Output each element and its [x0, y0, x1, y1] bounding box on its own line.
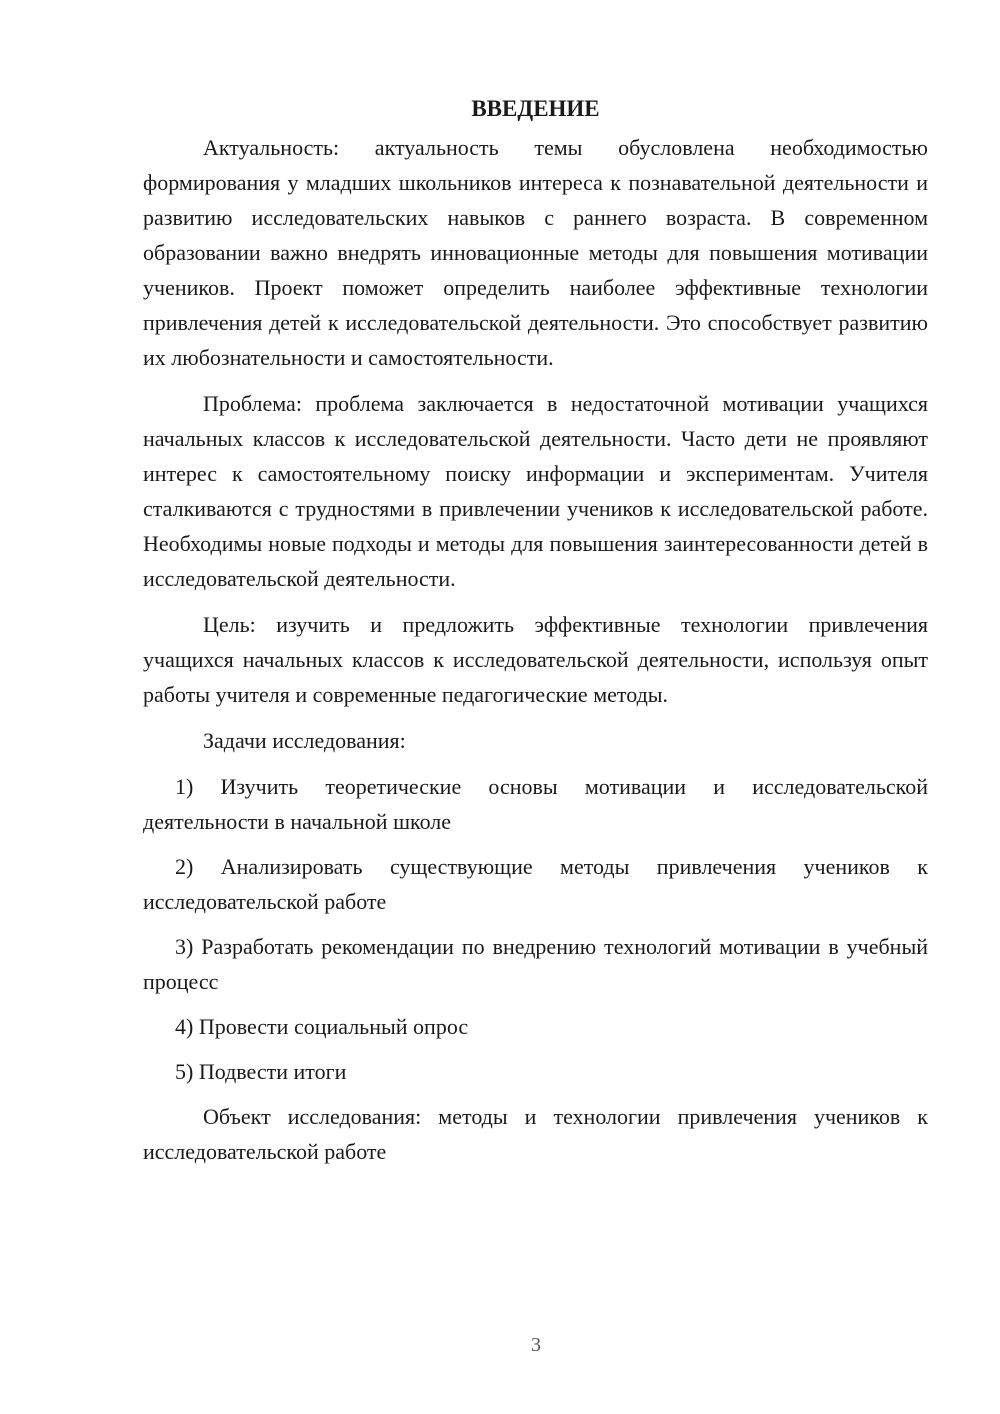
- tasks-heading: Задачи исследования:: [203, 728, 406, 753]
- task-item-5: 5) Подвести итоги: [175, 1059, 347, 1084]
- page-content: [143, 94, 928, 1180]
- object-paragraph: Объект исследования: методы и технологии привлечения учеников к исследовательской работе: [143, 1104, 928, 1164]
- task-item-2: 2) Анализировать существующие методы привлечения учеников к исследовательской работе: [143, 854, 928, 914]
- relevance-paragraph: Актуальность: актуальность темы обусловлена необходимостью формирования у младших школьников интереса к познавательной деятельности и развитию исследовательских навыков с раннего возраста. В современном образовании важно внедрять инновационные методы для повышения мотивации учеников. Проект поможет определить наиболее эффективные технологии привлечения детей к исследовательской деятельности. Это способствует развитию их любознательности и самостоятельности.: [143, 135, 928, 370]
- problem-paragraph: Проблема: проблема заключается в недостаточной мотивации учащихся начальных классов к исследовательской деятельности. Часто дети не проявляют интерес к самостоятельному поиску информации и экспериментам. Учителя сталкиваются с трудностями в привлечении учеников к исследовательской работе. Необходимы новые подходы и методы для повышения заинтересованности детей в исследовательской деятельности.: [143, 391, 928, 591]
- section-title: ВВЕДЕНИЕ: [471, 96, 600, 121]
- goal-paragraph: Цель: изучить и предложить эффективные технологии привлечения учащихся начальных классов к исследовательской деятельности, используя опыт работы учителя и современные педагогические методы.: [143, 612, 928, 707]
- task-item-3: 3) Разработать рекомендации по внедрению технологий мотивации в учебный процесс: [143, 934, 928, 994]
- task-item-1: 1) Изучить теоретические основы мотивации и исследовательской деятельности в начальной школе: [143, 774, 928, 834]
- task-item-4: 4) Провести социальный опрос: [175, 1014, 469, 1039]
- page-number: 3: [531, 1334, 541, 1356]
